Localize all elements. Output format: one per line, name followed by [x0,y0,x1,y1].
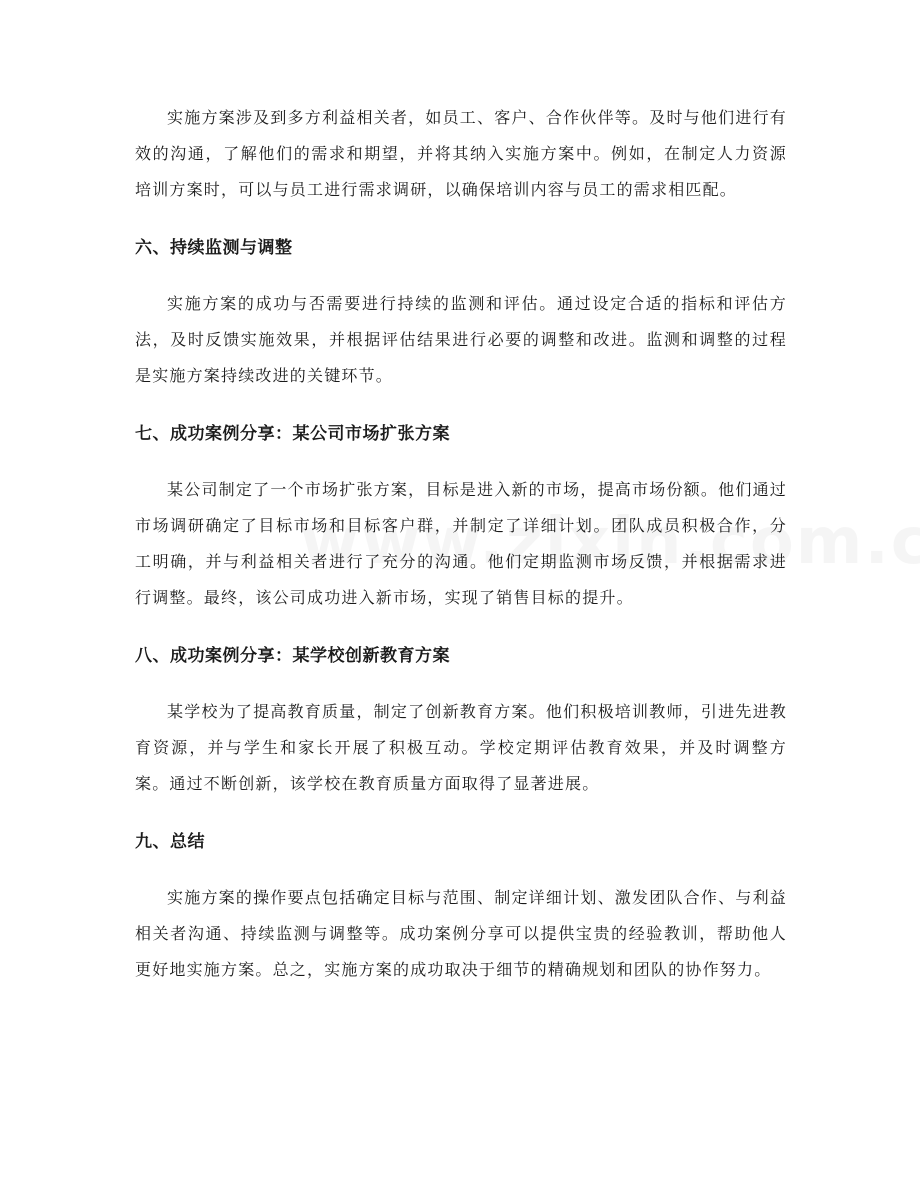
section-heading-summary: 九、总结 [135,832,205,852]
section-heading-company-case: 七、成功案例分享：某公司市场扩张方案 [135,424,450,444]
intro-paragraph: 实施方案涉及到多方利益相关者，如员工、客户、合作伙伴等。及时与他们进行有效的沟通，了解他们的需求和期望，并将其纳入实施方案中。例如，在制定人力资源培训方案时，可以与员工进行需求调研，以确保培训内容与员工的需求相匹配。 [135,108,787,199]
spacer [135,208,787,230]
spacer [135,616,787,638]
spacer [135,674,787,694]
document-body [135,100,787,988]
spacer [135,394,787,416]
section-paragraph-school-case: 某学校为了提高教育质量，制定了创新教育方案。他们积极培训教师，引进先进教育资源，并与学生和家长开展了积极互动。学校定期评估教育效果，并及时调整方案。通过不断创新，该学校在教育质量方面取得了显著进展。 [135,702,787,793]
section-heading-school-case: 八、成功案例分享：某学校创新教育方案 [135,646,450,666]
spacer [135,452,787,472]
section-paragraph-company-case: 某公司制定了一个市场扩张方案，目标是进入新的市场，提高市场份额。他们通过市场调研确定了目标市场和目标客户群，并制定了详细计划。团队成员积极合作，分工明确，并与利益相关者进行了充分的沟通。他们定期监测市场反馈，并根据需求进行调整。最终，该公司成功进入新市场，实现了销售目标的提升。 [135,480,787,607]
spacer [135,802,787,824]
section-heading-monitoring: 六、持续监测与调整 [135,238,293,258]
section-paragraph-monitoring: 实施方案的成功与否需要进行持续的监测和评估。通过设定合适的指标和评估方法，及时反馈实施效果，并根据评估结果进行必要的调整和改进。监测和调整的过程是实施方案持续改进的关键环节。 [135,294,787,385]
section-paragraph-summary: 实施方案的操作要点包括确定目标与范围、制定详细计划、激发团队合作、与利益相关者沟通、持续监测与调整等。成功案例分享可以提供宝贵的经验教训，帮助他人更好地实施方案。总之，实施方案的成功取决于细节的精确规划和团队的协作努力。 [135,888,787,979]
spacer [135,860,787,880]
spacer [135,266,787,286]
